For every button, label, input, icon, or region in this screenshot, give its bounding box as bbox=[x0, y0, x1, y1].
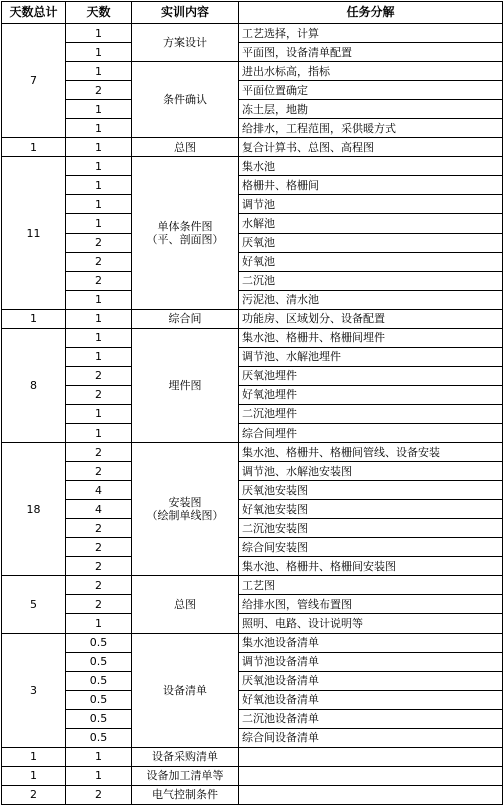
days-cell: 1 bbox=[66, 138, 132, 157]
table-row bbox=[2, 328, 503, 347]
days-cell: 2 bbox=[66, 519, 132, 538]
days-cell: 1 bbox=[66, 119, 132, 138]
task-cell: 工艺选择，计算 bbox=[239, 24, 503, 43]
table-row bbox=[2, 481, 503, 500]
task-cell: 给排水图，管线布置图 bbox=[239, 595, 503, 614]
days-cell: 1 bbox=[66, 766, 132, 785]
days-cell: 2 bbox=[66, 462, 132, 481]
days-cell: 2 bbox=[66, 271, 132, 290]
task-cell bbox=[239, 766, 503, 785]
days-cell: 2 bbox=[66, 252, 132, 271]
training-content-line: 单体条件图 bbox=[157, 220, 213, 234]
days-cell: 1 bbox=[66, 100, 132, 119]
task-cell: 污泥池、清水池 bbox=[239, 290, 503, 309]
task-cell: 集水池、格栅井、格栅间安装图 bbox=[239, 557, 503, 576]
training-content-line: 埋件图 bbox=[168, 378, 202, 392]
training-content-line: 综合间 bbox=[168, 312, 202, 326]
days-cell: 1 bbox=[66, 24, 132, 43]
table-row bbox=[2, 271, 503, 290]
table-row bbox=[2, 614, 503, 633]
table-row bbox=[2, 766, 503, 785]
table-row bbox=[2, 404, 503, 423]
header-training-content: 实训内容 bbox=[132, 2, 239, 24]
table-row bbox=[2, 443, 503, 462]
total-days-cell: 1 bbox=[2, 747, 66, 766]
table-row bbox=[2, 671, 503, 690]
days-cell: 1 bbox=[66, 404, 132, 423]
days-cell: 2 bbox=[66, 557, 132, 576]
table-row bbox=[2, 595, 503, 614]
total-days-cell: 8 bbox=[2, 328, 66, 442]
days-cell: 2 bbox=[66, 81, 132, 100]
table-body bbox=[2, 24, 503, 805]
task-cell: 复合计算书、总图、高程图 bbox=[239, 138, 503, 157]
days-cell: 0.5 bbox=[66, 633, 132, 652]
header-days: 天数 bbox=[66, 2, 132, 24]
table-row bbox=[2, 81, 503, 100]
table-row bbox=[2, 423, 503, 442]
days-cell: 0.5 bbox=[66, 709, 132, 728]
days-cell: 2 bbox=[66, 385, 132, 404]
table-row bbox=[2, 519, 503, 538]
task-cell: 调节池 bbox=[239, 195, 503, 214]
days-cell: 1 bbox=[66, 176, 132, 195]
training-content-cell bbox=[132, 138, 239, 157]
days-cell: 1 bbox=[66, 290, 132, 309]
table-row bbox=[2, 785, 503, 804]
days-cell: 0.5 bbox=[66, 652, 132, 671]
table-row bbox=[2, 538, 503, 557]
task-cell: 功能房、区域划分、设备配置 bbox=[239, 309, 503, 328]
days-cell: 0.5 bbox=[66, 728, 132, 747]
task-cell: 集水池 bbox=[239, 157, 503, 176]
table-row bbox=[2, 290, 503, 309]
training-content-cell bbox=[132, 157, 239, 309]
table-row bbox=[2, 652, 503, 671]
task-cell: 厌氧池安装图 bbox=[239, 481, 503, 500]
training-content-cell bbox=[132, 24, 239, 62]
task-cell: 进出水标高，指标 bbox=[239, 62, 503, 81]
task-cell bbox=[239, 785, 503, 804]
training-content-line: 设备加工清单等 bbox=[146, 769, 224, 783]
task-cell: 集水池、格栅井、格栅间管线、设备安装 bbox=[239, 443, 503, 462]
days-cell: 4 bbox=[66, 481, 132, 500]
task-cell: 照明、电路、设计说明等 bbox=[239, 614, 503, 633]
table-row bbox=[2, 462, 503, 481]
task-cell: 好氧池埋件 bbox=[239, 385, 503, 404]
task-cell bbox=[239, 747, 503, 766]
training-content-line: （平、剖面图） bbox=[146, 233, 224, 247]
header-total-days: 天数总计 bbox=[2, 2, 66, 24]
days-cell: 1 bbox=[66, 157, 132, 176]
table-row bbox=[2, 557, 503, 576]
table-row bbox=[2, 366, 503, 385]
days-cell: 2 bbox=[66, 538, 132, 557]
training-content-cell bbox=[132, 785, 239, 804]
table-row bbox=[2, 709, 503, 728]
days-cell: 4 bbox=[66, 500, 132, 519]
task-cell: 二沉池安装图 bbox=[239, 519, 503, 538]
table-row bbox=[2, 43, 503, 62]
table-row bbox=[2, 62, 503, 81]
header-task-breakdown: 任务分解 bbox=[239, 2, 503, 24]
total-days-cell: 11 bbox=[2, 157, 66, 309]
training-content-cell bbox=[132, 309, 239, 328]
days-cell: 1 bbox=[66, 195, 132, 214]
table-row bbox=[2, 176, 503, 195]
table-row bbox=[2, 309, 503, 328]
training-content-line: 条件确认 bbox=[163, 93, 207, 107]
task-cell: 水解池 bbox=[239, 214, 503, 233]
task-cell: 二沉池埋件 bbox=[239, 404, 503, 423]
total-days-cell: 5 bbox=[2, 576, 66, 633]
task-cell: 好氧池 bbox=[239, 252, 503, 271]
table-row bbox=[2, 24, 503, 43]
total-days-cell: 7 bbox=[2, 24, 66, 138]
task-cell: 调节池、水解池埋件 bbox=[239, 347, 503, 366]
training-content-cell bbox=[132, 328, 239, 442]
days-cell: 2 bbox=[66, 233, 132, 252]
task-cell: 厌氧池埋件 bbox=[239, 366, 503, 385]
table-row bbox=[2, 195, 503, 214]
training-content-line: 设备清单 bbox=[163, 683, 207, 697]
task-cell: 给排水，工程范围，采供暖方式 bbox=[239, 119, 503, 138]
days-cell: 2 bbox=[66, 785, 132, 804]
training-content-line: 总图 bbox=[174, 140, 196, 154]
days-cell: 1 bbox=[66, 423, 132, 442]
table-row bbox=[2, 633, 503, 652]
task-cell: 工艺图 bbox=[239, 576, 503, 595]
table-row bbox=[2, 385, 503, 404]
days-cell: 1 bbox=[66, 214, 132, 233]
task-cell: 厌氧池设备清单 bbox=[239, 671, 503, 690]
table-row bbox=[2, 500, 503, 519]
days-cell: 1 bbox=[66, 309, 132, 328]
total-days-cell: 3 bbox=[2, 633, 66, 747]
task-cell: 综合间设备清单 bbox=[239, 728, 503, 747]
total-days-cell: 2 bbox=[2, 785, 66, 804]
days-cell: 2 bbox=[66, 595, 132, 614]
table-row bbox=[2, 690, 503, 709]
training-content-line: （绘制单线图） bbox=[146, 509, 224, 523]
training-content-cell bbox=[132, 766, 239, 785]
header-row bbox=[2, 2, 503, 24]
training-content-line: 总图 bbox=[174, 597, 196, 611]
task-cell: 好氧池安装图 bbox=[239, 500, 503, 519]
training-content-cell bbox=[132, 443, 239, 576]
task-cell: 好氧池设备清单 bbox=[239, 690, 503, 709]
task-cell: 格栅井、格栅间 bbox=[239, 176, 503, 195]
training-schedule-table bbox=[1, 1, 503, 805]
task-cell: 集水池、格栅井、格栅间埋件 bbox=[239, 328, 503, 347]
table-row bbox=[2, 214, 503, 233]
days-cell: 1 bbox=[66, 328, 132, 347]
total-days-cell: 18 bbox=[2, 443, 66, 576]
days-cell: 1 bbox=[66, 747, 132, 766]
total-days-cell: 1 bbox=[2, 138, 66, 157]
table-row bbox=[2, 347, 503, 366]
days-cell: 2 bbox=[66, 576, 132, 595]
task-cell: 二沉池设备清单 bbox=[239, 709, 503, 728]
days-cell: 1 bbox=[66, 43, 132, 62]
table-row bbox=[2, 747, 503, 766]
days-cell: 1 bbox=[66, 62, 132, 81]
table-row bbox=[2, 576, 503, 595]
task-cell: 综合间埋件 bbox=[239, 423, 503, 442]
training-content-line: 方案设计 bbox=[163, 36, 207, 50]
total-days-cell: 1 bbox=[2, 766, 66, 785]
task-cell: 调节池、水解池安装图 bbox=[239, 462, 503, 481]
training-content-cell bbox=[132, 62, 239, 138]
training-content-cell bbox=[132, 633, 239, 747]
days-cell: 1 bbox=[66, 347, 132, 366]
task-cell: 平面图，设备清单配置 bbox=[239, 43, 503, 62]
training-content-line: 设备采购清单 bbox=[152, 750, 218, 764]
table-row bbox=[2, 100, 503, 119]
training-content-line: 安装图 bbox=[168, 496, 202, 510]
training-content-line: 电气控制条件 bbox=[152, 788, 218, 802]
days-cell: 0.5 bbox=[66, 671, 132, 690]
training-content-cell bbox=[132, 576, 239, 633]
task-cell: 厌氧池 bbox=[239, 233, 503, 252]
task-cell: 冻土层，地勘 bbox=[239, 100, 503, 119]
days-cell: 2 bbox=[66, 366, 132, 385]
task-cell: 平面位置确定 bbox=[239, 81, 503, 100]
task-cell: 集水池设备清单 bbox=[239, 633, 503, 652]
table-row bbox=[2, 233, 503, 252]
table-row bbox=[2, 119, 503, 138]
task-cell: 综合间安装图 bbox=[239, 538, 503, 557]
days-cell: 2 bbox=[66, 443, 132, 462]
total-days-cell: 1 bbox=[2, 309, 66, 328]
table-row bbox=[2, 728, 503, 747]
task-cell: 调节池设备清单 bbox=[239, 652, 503, 671]
table-row bbox=[2, 138, 503, 157]
table-row bbox=[2, 252, 503, 271]
days-cell: 1 bbox=[66, 614, 132, 633]
table-row bbox=[2, 157, 503, 176]
task-cell: 二沉池 bbox=[239, 271, 503, 290]
training-content-cell bbox=[132, 747, 239, 766]
days-cell: 0.5 bbox=[66, 690, 132, 709]
